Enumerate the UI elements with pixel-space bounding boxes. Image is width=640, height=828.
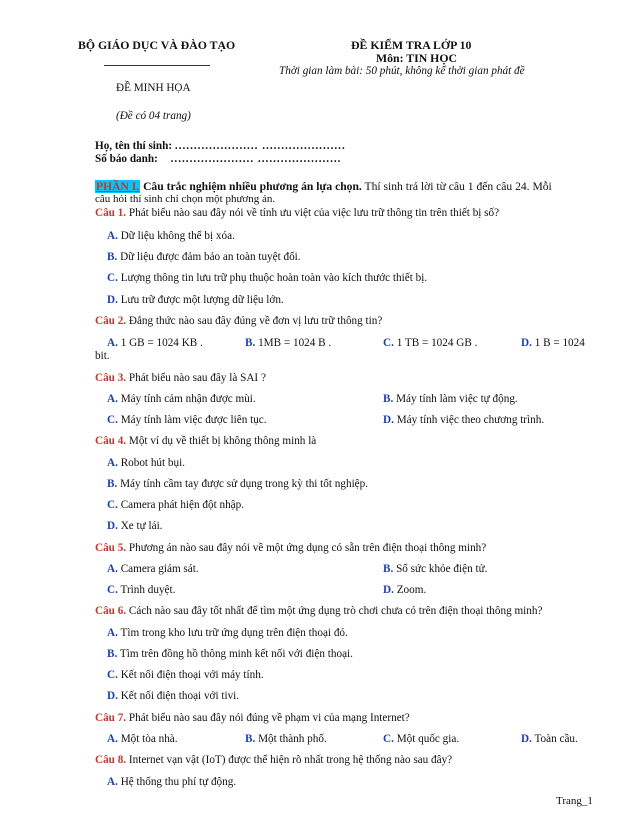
option-2d-wrap: bit. <box>95 350 110 362</box>
question-text: Đẳng thức nào sau đây đúng về đơn vị lưu trữ thông tin? <box>128 315 383 327</box>
question-number: Câu 4. <box>95 435 127 447</box>
question-8 <box>95 754 605 766</box>
question-number: Câu 6. <box>95 605 127 617</box>
option-1c[interactable]: C. Lượng thông tin lưu trữ phụ thuộc hoàn toàn vào kích thước thiết bị. <box>107 272 428 284</box>
option-4d[interactable]: D. Xe tự lái. <box>107 520 163 532</box>
sample-label: ĐỀ MINH HỌA <box>116 82 191 94</box>
question-4 <box>95 435 605 447</box>
candidate-name-dots: ...................... ...................... <box>174 140 346 152</box>
option-6a[interactable]: A. Tìm trong kho lưu trữ ứng dụng trên điện thoại đó. <box>107 627 348 639</box>
section-header <box>95 180 595 193</box>
option-5c[interactable]: C. Trình duyệt. <box>107 584 176 596</box>
question-number: Câu 5. <box>95 542 127 554</box>
question-7 <box>95 712 605 724</box>
option-7b[interactable]: B. Một thành phố. <box>245 733 327 745</box>
question-3 <box>95 372 605 384</box>
exam-title: ĐỀ KIỂM TRA LỚP 10 <box>351 38 472 52</box>
question-number: Câu 8. <box>95 754 127 766</box>
question-text: Internet vạn vật (IoT) được thể hiện rõ nhất trong hệ thống nào sau đây? <box>128 754 453 766</box>
option-1b[interactable]: B. Dữ liệu được đảm bảo an toàn tuyệt đối. <box>107 251 301 263</box>
question-number: Câu 2. <box>95 315 127 327</box>
option-2c[interactable]: C. 1 TB = 1024 GB . <box>383 337 478 349</box>
option-3a[interactable]: A. Máy tính cảm nhận được mùi. <box>107 393 256 405</box>
header-divider <box>104 65 210 66</box>
page-number: Trang_1 <box>556 795 593 807</box>
candidate-id-row <box>95 153 341 165</box>
exam-duration: Thời gian làm bài: 50 phút, không kể thời gian phát đề <box>279 65 525 77</box>
option-3c[interactable]: C. Máy tính làm việc được liên tục. <box>107 414 267 426</box>
section-instruction-cont: câu hỏi thí sinh chỉ chọn một phương án. <box>95 193 276 205</box>
question-text: Cách nào sau đây tốt nhất để tìm một ứng dụng trò chơi chưa có trên điện thoại thông minh? <box>128 605 543 617</box>
option-6d[interactable]: D. Kết nối điện thoại với tivi. <box>107 690 240 702</box>
question-number: Câu 7. <box>95 712 127 724</box>
exam-subject: Môn: TIN HỌC <box>376 51 458 65</box>
candidate-name-label: Họ, tên thí sinh: <box>95 140 173 152</box>
option-6b[interactable]: B. Tìm trên đồng hồ thông minh kết nối với điện thoại. <box>107 648 353 660</box>
option-4c[interactable]: C. Camera phát hiện đột nhập. <box>107 499 245 511</box>
option-1a[interactable]: A. Dữ liệu không thể bị xóa. <box>107 230 235 242</box>
question-5 <box>95 542 605 554</box>
question-1 <box>95 207 605 219</box>
question-text: Phương án nào sau đây nói về một ứng dụng có sẵn trên điện thoại thông minh? <box>128 542 487 554</box>
option-4a[interactable]: A. Robot hút bụi. <box>107 457 186 469</box>
option-4b[interactable]: B. Máy tính cầm tay được sử dụng trong kỳ thi tốt nghiệp. <box>107 478 369 490</box>
option-3b[interactable]: B. Máy tính làm việc tự động. <box>383 393 518 405</box>
option-5b[interactable]: B. Sổ sức khỏe điện tử. <box>383 563 488 575</box>
section-instruction: Thí sinh trả lời từ câu 1 đến câu 24. Mỗi <box>364 180 552 193</box>
question-2 <box>95 315 605 327</box>
candidate-id-label: Số báo danh: <box>95 153 158 165</box>
section-tag: PHẦN I. <box>96 180 140 193</box>
question-text: Phát biểu nào sau đây nói về tính ưu việt của việc lưu trữ thông tin trên thiết bị số? <box>128 207 500 219</box>
option-5d[interactable]: D. Zoom. <box>383 584 427 596</box>
question-text: Phát biểu nào sau đây là SAI ? <box>128 372 266 384</box>
pages-note: (Đề có 04 trang) <box>116 110 191 122</box>
option-3d[interactable]: D. Máy tính việc theo chương trình. <box>383 414 545 426</box>
option-5a[interactable]: A. Camera giám sát. <box>107 563 199 575</box>
section-title: Câu trắc nghiệm nhiều phương án lựa chọn. <box>143 180 362 193</box>
option-7d[interactable]: D. Toàn cầu. <box>521 733 578 745</box>
option-7c[interactable]: C. Một quốc gia. <box>383 733 460 745</box>
option-7a[interactable]: A. Một tòa nhà. <box>107 733 178 745</box>
option-8a[interactable]: A. Hệ thống thu phí tự động. <box>107 776 237 788</box>
candidate-id-dots: ...................... ...................... <box>170 153 342 165</box>
option-1d[interactable]: D. Lưu trữ được một lượng dữ liệu lớn. <box>107 294 284 306</box>
question-text: Phát biểu nào sau đây nói đúng về phạm vi của mạng Internet? <box>128 712 410 724</box>
option-2d[interactable]: D. 1 B = 1024 <box>521 337 585 349</box>
candidate-name-row <box>95 140 346 152</box>
question-text: Một ví dụ về thiết bị không thông minh là <box>128 435 317 447</box>
option-2a[interactable]: A. 1 GB = 1024 KB . <box>107 337 203 349</box>
ministry-name: BỘ GIÁO DỤC VÀ ĐÀO TẠO <box>78 38 236 52</box>
question-number: Câu 3. <box>95 372 127 384</box>
option-2b[interactable]: B. 1MB = 1024 B . <box>245 337 332 349</box>
question-6 <box>95 605 605 617</box>
question-number: Câu 1. <box>95 207 127 219</box>
option-6c[interactable]: C. Kết nối điện thoại với máy tính. <box>107 669 264 681</box>
